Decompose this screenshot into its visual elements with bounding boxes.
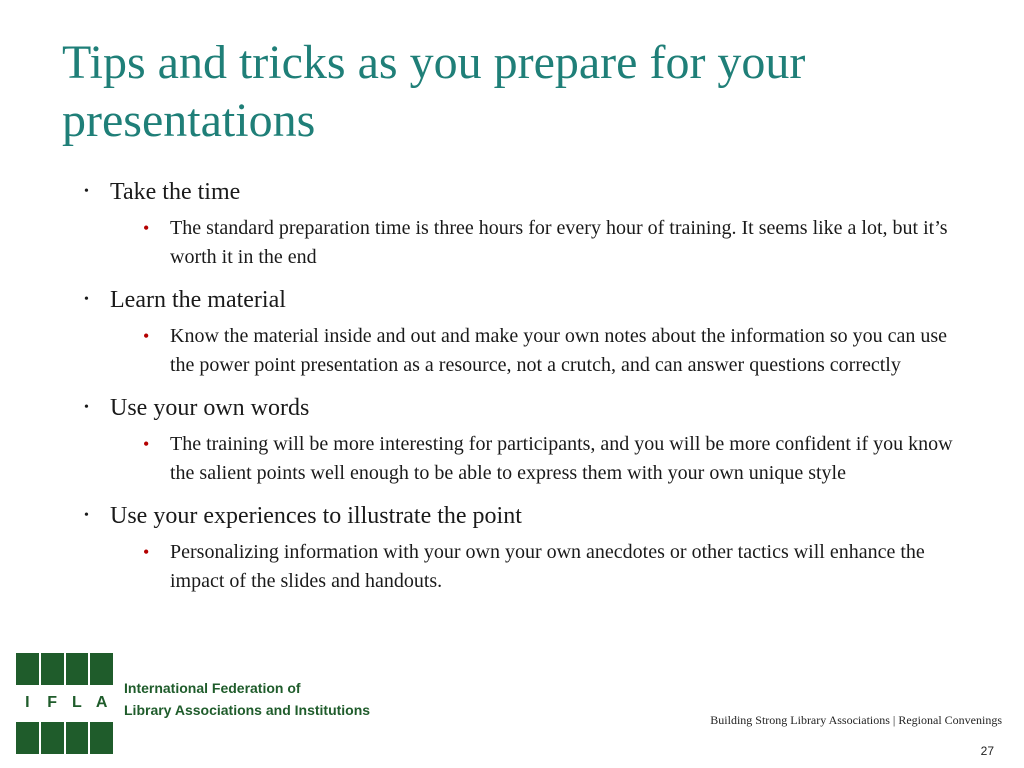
bullet-item [80,502,970,596]
organization-name [124,677,424,721]
bullet-text: Take the time [110,179,241,205]
logo-letter: A [90,687,113,719]
sub-bullet-text: The training will be more interesting for participants, and you will be more confident if you know the salient points well enough to be able to express them with your own unique style [170,433,953,484]
logo-letter: I [16,687,39,719]
logo-cell [90,722,113,754]
bullet-dot-icon: • [84,292,89,307]
ifla-logo [16,653,113,754]
bullet-text: Use your experiences to illustrate the point [110,503,522,529]
bullet-list [80,178,970,596]
bullet-item [80,394,970,488]
logo-cell [41,722,64,754]
bullet-item [80,178,970,272]
sub-bullet-list [110,430,970,488]
logo-letter: F [41,687,64,719]
logo-letter: L [66,687,89,719]
bullet-text: Learn the material [110,287,286,313]
bullet-dot-icon: • [84,184,89,199]
logo-cell [66,653,89,685]
sub-bullet-list [110,538,970,596]
sub-bullet-text: Personalizing information with your own your own anecdotes or other tactics will enhance the impact of the slides and handouts. [170,541,925,592]
sub-bullet-list [110,214,970,272]
sub-bullet-text: The standard preparation time is three hours for every hour of training. It seems like a lot, but it’s worth it in the end [170,217,948,268]
bullet-dot-icon: • [84,508,89,523]
sub-bullet-dot-icon: • [143,542,150,562]
sub-bullet-item [110,430,970,488]
footer-text: Building Strong Library Associations | Regional Convenings [710,713,1002,727]
bullet-text: Use your own words [110,395,310,421]
org-name-line: Library Associations and Institutions [124,702,371,718]
sub-bullet-list [110,322,970,380]
logo-cell [16,653,39,685]
logo-cell [41,653,64,685]
logo-cell [90,653,113,685]
org-name-line: International Federation of [124,680,301,696]
sub-bullet-item [110,322,970,380]
sub-bullet-dot-icon: • [143,218,150,238]
sub-bullet-item [110,538,970,596]
logo-cell [16,722,39,754]
page-number: 27 [980,744,994,758]
slide-title: Tips and tricks as you prepare for your presentations [62,36,806,147]
sub-bullet-text: Know the material inside and out and make your own notes about the information so you can use the power point presentation as a resource, not a crutch, and can answer questions correctly [170,325,948,376]
sub-bullet-item [110,214,970,272]
bullet-item [80,286,970,380]
bullet-dot-icon: • [84,400,89,415]
sub-bullet-dot-icon: • [143,326,150,346]
sub-bullet-dot-icon: • [143,434,150,454]
logo-cell [66,722,89,754]
